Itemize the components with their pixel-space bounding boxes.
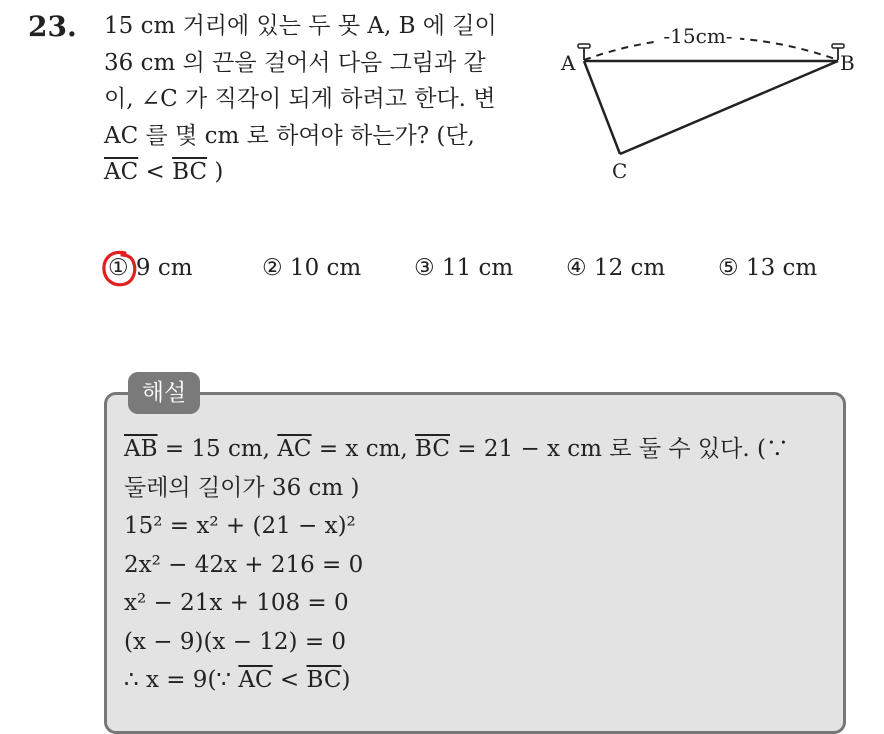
choice-4[interactable] [566,255,665,281]
choice-5[interactable] [718,255,817,281]
solution-line-3: 15² = x² + (21 − x)² [124,513,356,539]
solution-text: = x cm, [311,436,416,462]
segment-ac: $\overline{AC}$ [238,667,273,693]
segment-ac: $\overline{AC}$ [277,436,312,462]
solution-tag: 해설 [128,372,200,414]
solution-text: = 15 cm, [157,436,278,462]
solution-text: ∴ x = 9(∵ [124,667,239,693]
choice-1[interactable] [108,255,193,281]
question-line: 15 cm 거리에 있는 두 못 A, B 에 길이 [104,13,497,39]
segment-bc: $\overline{BC}$ [306,667,342,693]
choice-2[interactable] [262,255,361,281]
solution-line-1 [124,430,789,469]
side-ac [584,61,620,154]
choice-label: ① 9 cm [108,255,193,281]
segment-ac: $\overline{AC}$ [104,159,139,185]
question-condition [104,154,549,191]
choice-label: ② 10 cm [262,255,362,281]
question-text [104,8,549,191]
solution-lines [124,430,789,700]
choice-label: ④ 12 cm [566,255,666,281]
question-line: 이, ∠C 가 직각이 되게 하려고 한다. 변 [104,86,496,112]
distance-label: -15cm- [663,24,733,48]
choice-label: ③ 11 cm [414,255,514,281]
question-line: AC 를 몇 cm 로 하여야 하는가? (단, [104,122,475,149]
vertex-c-label: C [612,159,628,183]
vertex-b-label: B [840,51,855,75]
solution-line-7 [124,661,789,700]
segment-ab: $\overline{AB}$ [124,436,158,462]
close-paren: ) [207,159,224,185]
side-bc [620,61,838,154]
segment-bc: $\overline{BC}$ [172,159,208,185]
less-than: < [272,667,307,693]
solution-line-6: (x − 9)(x − 12) = 0 [124,628,347,655]
solution-line-5: x² − 21x + 108 = 0 [124,590,349,616]
selected-circle-icon [101,249,139,289]
choice-3[interactable] [414,255,513,281]
less-than: < [138,159,173,185]
solution-line-4: 2x² − 42x + 216 = 0 [124,551,364,578]
question-line: 36 cm 의 끈을 걸어서 다음 그림과 같 [104,49,486,76]
solution-line-2: 둘레의 길이가 36 cm ) [124,474,360,501]
triangle-figure [550,20,870,190]
solution-text: = 21 − x cm 로 둘 수 있다. (∵ [449,436,789,462]
vertex-a-label: A [561,51,576,75]
choice-label: ⑤ 13 cm [718,255,818,281]
solution-text: ) [341,667,351,693]
question-number: 23. [28,10,77,43]
segment-bc: $\overline{BC}$ [415,436,450,462]
